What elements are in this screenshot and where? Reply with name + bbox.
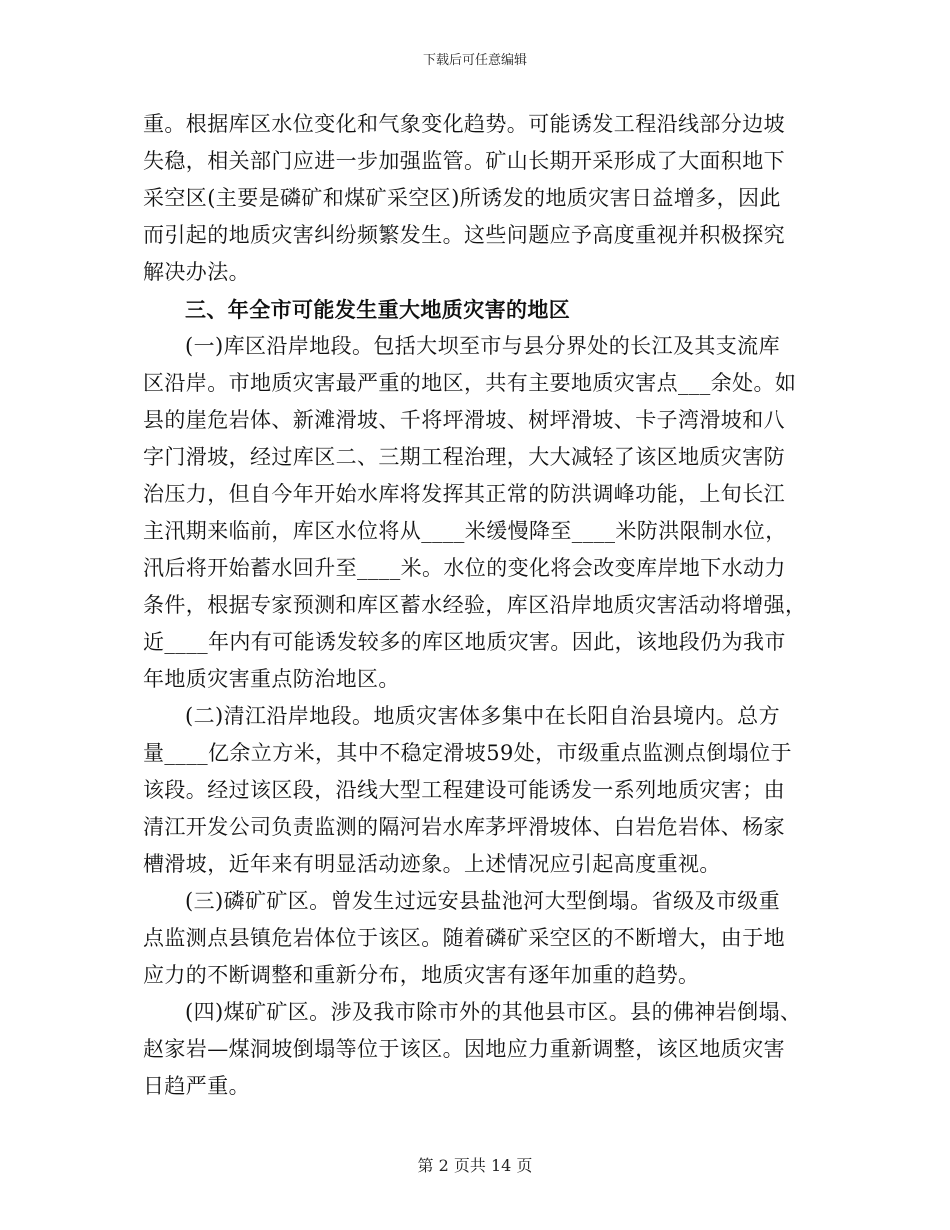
- text-line: 采空区(主要是磷矿和煤矿采空区)所诱发的地质灾害日益增多，因此: [143, 186, 781, 210]
- text-line: 该段。经过该区段，沿线大型工程建设可能诱发一系列地质灾害；由: [143, 778, 785, 802]
- text-line: 应力的不断调整和重新分布，地质灾害有逐年加重的趋势。: [143, 963, 700, 987]
- text-line: 字门滑坡，经过库区二、三期工程治理，大大减轻了该区地质灾害防: [143, 445, 785, 469]
- text-line: 点监测点县镇危岩体位于该区。随着磷矿采空区的不断增大，由于地: [143, 926, 785, 950]
- text-line: 量____亿余立方米，其中不稳定滑坡59处，市级重点监测点倒塌位于: [143, 741, 792, 765]
- text-line: 汛后将开始蓄水回升至____米。水位的变化将会改变库岸地下水动力: [143, 556, 786, 580]
- document-body: [143, 106, 807, 1105]
- text-line: 主汛期来临前，库区水位将从____米缓慢降至____米防洪限制水位，: [143, 519, 787, 543]
- section-heading: 三、年全市可能发生重大地质灾害的地区: [185, 297, 571, 322]
- paragraph-start: (一)库区沿岸地段。包括大坝至市与县分界处的长江及其支流库: [185, 334, 780, 358]
- paragraph-start: (二)清江沿岸地段。地质灾害体多集中在长阳自治县境内。总方: [185, 704, 780, 728]
- page-number: 第 2 页共 14 页: [417, 1156, 533, 1175]
- text-line: 解决办法。: [143, 260, 250, 284]
- text-line: 日趋严重。: [143, 1074, 250, 1098]
- text-line: 清江开发公司负责监测的隔河岩水库茅坪滑坡体、白岩危岩体、杨家: [143, 815, 785, 839]
- page-header-note: 下载后可任意编辑: [422, 53, 527, 68]
- paragraph-start: (三)磷矿矿区。曾发生过远安县盐池河大型倒塌。省级及市级重: [185, 889, 780, 913]
- text-line: 年地质灾害重点防治地区。: [143, 667, 400, 691]
- text-line: 赵家岩—煤洞坡倒塌等位于该区。因地应力重新调整，该区地质灾害: [143, 1037, 785, 1061]
- text-line: 条件，根据专家预测和库区蓄水经验，库区沿岸地质灾害活动将增强，: [143, 593, 807, 617]
- paragraph-start: (四)煤矿矿区。涉及我市除市外的其他县市区。县的佛神岩倒塌、: [185, 1000, 802, 1024]
- text-line: 而引起的地质灾害纠纷频繁发生。这些问题应予高度重视并积极探究: [143, 223, 785, 247]
- text-line: 县的崖危岩体、新滩滑坡、千将坪滑坡、树坪滑坡、卡子湾滑坡和八: [143, 408, 785, 432]
- text-line: 近____年内有可能诱发较多的库区地质灾害。因此，该地段仍为我市: [143, 630, 786, 654]
- text-line: 重。根据库区水位变化和气象变化趋势。可能诱发工程沿线部分边坡: [143, 112, 785, 136]
- text-line: 失稳，相关部门应进一步加强监管。矿山长期开采形成了大面积地下: [143, 149, 785, 173]
- text-line: 槽滑坡，近年来有明显活动迹象。上述情况应引起高度重视。: [143, 852, 721, 876]
- text-line: 治压力，但自今年开始水库将发挥其正常的防洪调峰功能，上旬长江: [143, 482, 785, 506]
- text-line: 区沿岸。市地质灾害最严重的地区，共有主要地质灾害点___余处。如: [143, 371, 797, 395]
